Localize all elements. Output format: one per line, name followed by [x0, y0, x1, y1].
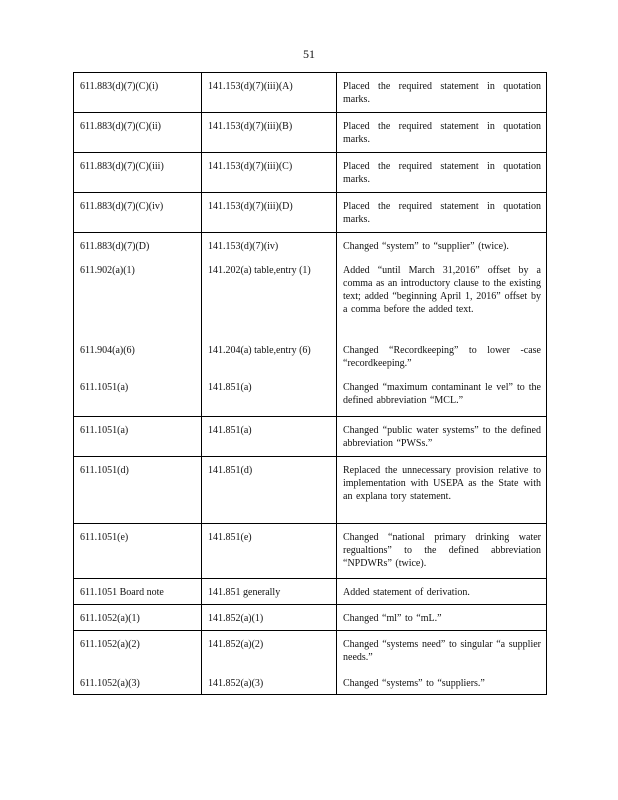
change-description-cell: Changed “maximum contaminant le vel” to the defined abbreviation “MCL.”	[337, 374, 547, 416]
table-row	[74, 416, 547, 456]
change-description-cell: Changed “national primary drinking water regualtions” to the defined abbreviation “NPDWRs” (twice).	[337, 523, 547, 578]
section-cell: 611.883(d)(7)(C)(iii)	[74, 153, 202, 193]
table-row	[74, 193, 547, 233]
table-row	[74, 337, 547, 374]
change-description-cell: Changed “system” to “supplier” (twice).	[337, 233, 547, 258]
section-cell: 611.883(d)(7)(C)(iv)	[74, 193, 202, 233]
section-cell: 611.1051(a)	[74, 416, 202, 456]
table-row	[74, 630, 547, 670]
section-cell: 611.1051(a)	[74, 374, 202, 416]
table-row	[74, 670, 547, 695]
federal-source-cell: 141.153(d)(7)(iii)(C)	[202, 153, 337, 193]
federal-source-cell: 141.153(d)(7)(iii)(B)	[202, 113, 337, 153]
change-description-cell: Placed the required statement in quotation marks.	[337, 193, 547, 233]
table-row	[74, 233, 547, 258]
table-row	[74, 523, 547, 578]
table-row	[74, 153, 547, 193]
table-row	[74, 73, 547, 113]
federal-source-cell: 141.202(a) table,entry (1)	[202, 257, 337, 337]
change-description-cell: Placed the required statement in quotation marks.	[337, 113, 547, 153]
federal-source-cell: 141.204(a) table,entry (6)	[202, 337, 337, 374]
change-description-cell: Changed “systems” to “suppliers.”	[337, 670, 547, 695]
section-cell: 611.1052(a)(2)	[74, 630, 202, 670]
change-description-cell: Added “until March 31,2016” offset by a comma as an introductory clause to the existing text; added “beginning April 1, 2016” offset by a comma before the added text.	[337, 257, 547, 337]
federal-source-cell: 141.153(d)(7)(iii)(A)	[202, 73, 337, 113]
amendments-table	[73, 72, 547, 695]
federal-source-cell: 141.852(a)(1)	[202, 604, 337, 630]
federal-source-cell: 141.851 generally	[202, 578, 337, 604]
change-description-cell: Replaced the unnecessary provision relative to implementation with USEPA as the State with an explana tory statement.	[337, 456, 547, 523]
table-row	[74, 113, 547, 153]
federal-source-cell: 141.852(a)(2)	[202, 630, 337, 670]
federal-source-cell: 141.153(d)(7)(iv)	[202, 233, 337, 258]
section-cell: 611.1051 Board note	[74, 578, 202, 604]
section-cell: 611.883(d)(7)(C)(ii)	[74, 113, 202, 153]
section-cell: 611.1051(e)	[74, 523, 202, 578]
change-description-cell: Changed “Recordkeeping” to lower -case “recordkeeping.”	[337, 337, 547, 374]
table-row	[74, 257, 547, 337]
federal-source-cell: 141.852(a)(3)	[202, 670, 337, 695]
federal-source-cell: 141.851(e)	[202, 523, 337, 578]
federal-source-cell: 141.851(d)	[202, 456, 337, 523]
change-description-cell: Added statement of derivation.	[337, 578, 547, 604]
change-description-cell: Changed “systems need” to singular “a supplier needs.”	[337, 630, 547, 670]
federal-source-cell: 141.851(a)	[202, 374, 337, 416]
section-cell: 611.904(a)(6)	[74, 337, 202, 374]
table-row	[74, 374, 547, 416]
federal-source-cell: 141.153(d)(7)(iii)(D)	[202, 193, 337, 233]
section-cell: 611.883(d)(7)(C)(i)	[74, 73, 202, 113]
change-description-cell: Placed the required statement in quotation marks.	[337, 73, 547, 113]
change-description-cell: Changed “ml” to “mL.”	[337, 604, 547, 630]
section-cell: 611.902(a)(1)	[74, 257, 202, 337]
table-row	[74, 456, 547, 523]
federal-source-cell: 141.851(a)	[202, 416, 337, 456]
table-row	[74, 604, 547, 630]
change-description-cell: Placed the required statement in quotation marks.	[337, 153, 547, 193]
section-cell: 611.1051(d)	[74, 456, 202, 523]
section-cell: 611.883(d)(7)(D)	[74, 233, 202, 258]
table-row	[74, 578, 547, 604]
section-cell: 611.1052(a)(3)	[74, 670, 202, 695]
section-cell: 611.1052(a)(1)	[74, 604, 202, 630]
page-number: 51	[303, 47, 315, 61]
change-description-cell: Changed “public water systems” to the defined abbreviation “PWSs.”	[337, 416, 547, 456]
